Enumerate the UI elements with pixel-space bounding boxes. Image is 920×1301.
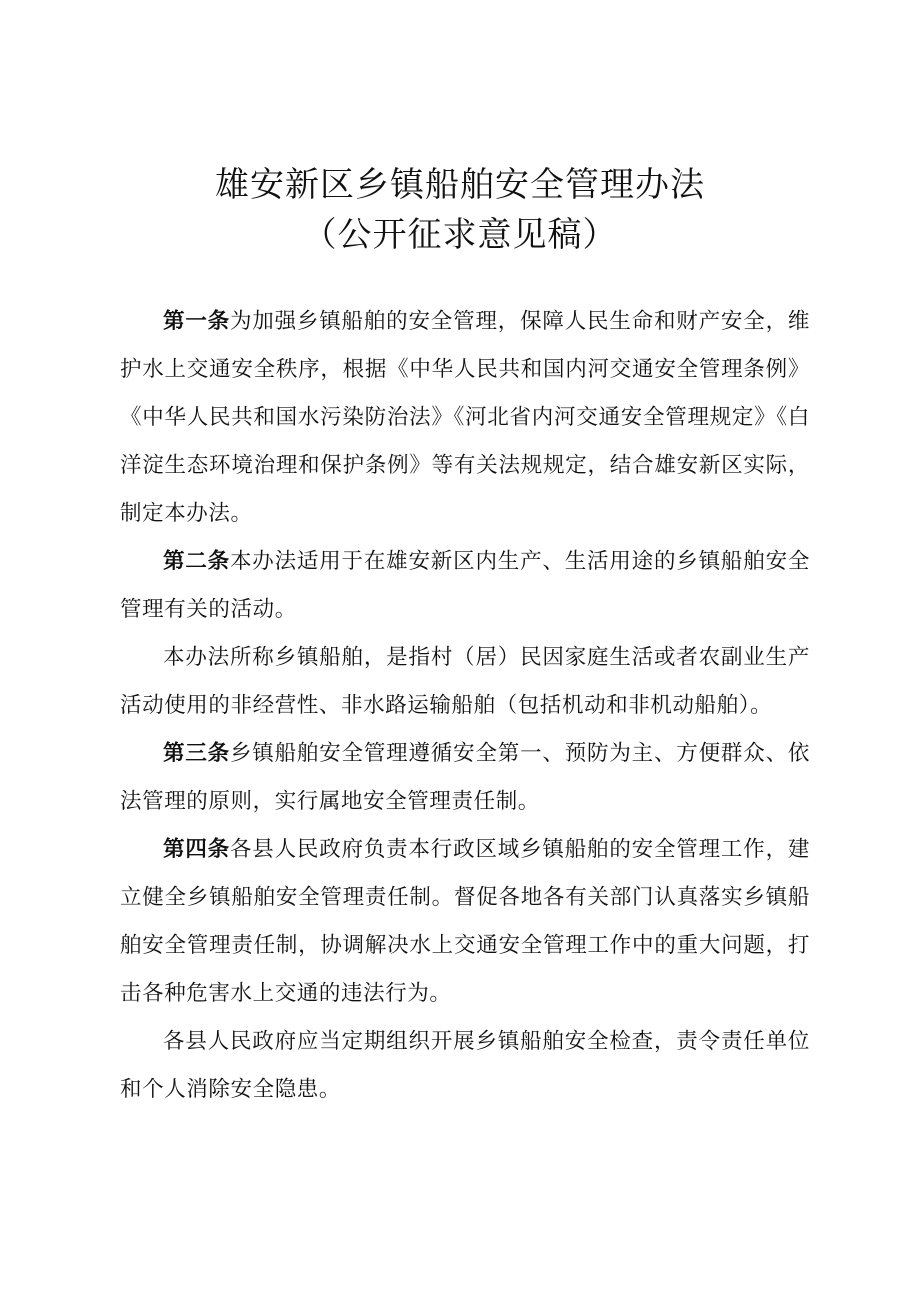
document-body	[120, 298, 810, 1114]
paragraph-text: 乡镇船舶安全管理遵循安全第一、预防为主、方便群众、依法管理的原则，实行属地安全管理责任制。	[120, 741, 810, 814]
paragraph-text: 各县人民政府应当定期组织开展乡镇船舶安全检查，责令责任单位和个人消除安全隐患。	[120, 1029, 810, 1102]
article-number: 第三条	[163, 741, 230, 766]
article-1-paragraph	[120, 298, 810, 538]
article-2-paragraph	[120, 538, 810, 634]
document-title: 雄安新区乡镇船舶安全管理办法	[215, 165, 705, 205]
document-subtitle: （公开征求意见稿）	[302, 215, 618, 255]
title-block	[0, 160, 920, 260]
article-number: 第一条	[163, 309, 230, 334]
article-number: 第四条	[163, 837, 230, 862]
article-4-paragraph	[120, 826, 810, 1018]
paragraph-text: 本办法所称乡镇船舶，是指村（居）民因家庭生活或者农副业生产活动使用的非经营性、非水路运输船舶（包括机动和非机动船舶）。	[120, 645, 810, 718]
article-4-continuation	[120, 1018, 810, 1114]
article-number: 第二条	[163, 549, 230, 574]
article-3-paragraph	[120, 730, 810, 826]
paragraph-text: 各县人民政府负责本行政区域乡镇船舶的安全管理工作，建立健全乡镇船舶安全管理责任制。督促各地各有关部门认真落实乡镇船舶安全管理责任制，协调解决水上交通安全管理工作中的重大问题，打击各种危害水上交通的违法行为。	[120, 837, 810, 1006]
article-2-continuation	[120, 634, 810, 730]
paragraph-text: 为加强乡镇船舶的安全管理，保障人民生命和财产安全，维护水上交通安全秩序，根据《中华人民共和国内河交通安全管理条例》《中华人民共和国水污染防治法》《河北省内河交通安全管理规定》《白洋淀生态环境治理和保护条例》等有关法规规定，结合雄安新区实际，制定本办法。	[120, 309, 810, 526]
paragraph-text: 本办法适用于在雄安新区内生产、生活用途的乡镇船舶安全管理有关的活动。	[120, 549, 810, 622]
